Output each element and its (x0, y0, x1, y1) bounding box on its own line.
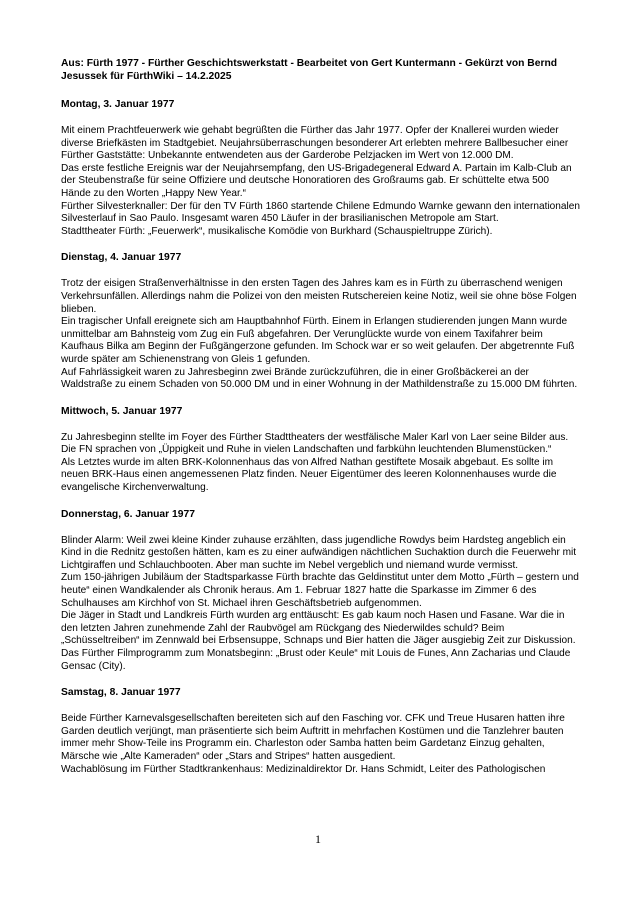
entry-paragraph: Ein tragischer Unfall ereignete sich am Hauptbahnhof Fürth. Einem in Erlangen studierenden jungen Mann wurde unmittelbar am Bahnsteig vom Zug ein Fuß abgefahren. Der Verunglückte wurde von einem Taxifahrer beim Kaufhaus Bilka am Beginn der Fußgängerzone gefunden. Im Schock war er so weit gelaufen. Der abgetrennte Fuß wurde später am Schienenstrang von Gleis 1 gefunden. (61, 316, 575, 365)
document-header: Aus: Fürth 1977 - Fürther Geschichtswerkstatt - Bearbeitet von Gert Kuntermann - Gekürzt von Bernd Jesussek für FürthWiki – 14.2.2025 (61, 58, 558, 82)
day-heading: Samstag, 8. Januar 1977 (61, 687, 181, 699)
entry-paragraph: Die Jäger in Stadt und Landkreis Fürth wurden arg enttäuscht: Es gab kaum noch Hasen und Fasane. War die in den letzten Jahren zunehmende Zahl der Raubvögel am Rückgang des Niederwildes schuld? Beim „Schüsseltreiben“ im Zennwald bei Erbsensuppe, Schnaps und Bier hatten die Jäger ausgiebig Zeit zur Diskussion. (61, 610, 576, 647)
page-content (61, 57, 581, 776)
day-entry (61, 405, 581, 495)
entry-paragraph: Trotz der eisigen Straßenverhältnisse in den ersten Tagen des Jahres kam es in Fürth zu überraschend wenigen Verkehrsunfällen. Allerdings nahm die Polizei von den meisten Rutschereien keine Notiz, weil sie ohne böse Folgen blieben. (61, 278, 577, 315)
entry-paragraph: Blinder Alarm: Weil zwei kleine Kinder zuhause erzählten, dass jugendliche Rowdys beim Hardsteg angeblich ein Kind in die Rednitz gestoßen hätten, kam es zu einer aufwändigen nächtlichen Suchaktion durch die Feuerwehr mit Lichtgiraffen und Schlauchbooten. Aber man suchte im Nebel vergeblich und niemand wurde vermisst. (61, 534, 577, 571)
entry-paragraph: Das erste festliche Ereignis war der Neujahrsempfang, den US-Brigadegeneral Edward A. Partain im Kalb-Club an der Steubenstraße für seine Offiziere und deutsche Honoratioren des Großraums gab. Er schüttelte etwa 500 Hände zu den Worten „Happy New Year.“ (61, 162, 572, 199)
entry-paragraph: Zu Jahresbeginn stellte im Foyer des Fürther Stadttheaters der westfälische Maler Karl von Laer seine Bilder aus. Die FN sprachen von „Üppigkeit und Ruhe in vielen Landschaften und farbkühn leuchtenden Blumenstücken.“ (61, 431, 569, 456)
entry-paragraph: Stadttheater Fürth: „Feuerwerk“, musikalische Komödie von Burkhard (Schauspieltruppe Zürich). (61, 225, 493, 237)
day-entry (61, 508, 581, 674)
day-heading: Donnerstag, 6. Januar 1977 (61, 508, 195, 520)
page-number: 1 (315, 832, 321, 846)
day-entry (61, 686, 581, 776)
day-heading: Mittwoch, 5. Januar 1977 (61, 405, 183, 417)
day-heading: Montag, 3. Januar 1977 (61, 99, 175, 110)
day-heading: Dienstag, 4. Januar 1977 (61, 252, 182, 264)
entry-paragraph: Wachablösung im Fürther Stadtkrankenhaus: Medizinaldirektor Dr. Hans Schmidt, Leiter des Pathologischen (61, 763, 546, 775)
entry-paragraph: Zum 150-jährigen Jubiläum der Stadtsparkasse Fürth brachte das Geldinstitut unter dem Motto „Fürth – gestern und heute“ einen Wandkalender als Chronik heraus. Am 1. Februar 1827 hatte die Sparkasse im Zimmer 6 des Schulhauses am Kirchhof von St. Michael ihren Geschäftsbetrieb aufgenommen. (61, 572, 579, 609)
entry-paragraph: Beide Fürther Karnevalsgesellschaften bereiteten sich auf den Fasching vor. CFK und Treue Husaren hatten ihre Garden deutlich verjüngt, man präsentierte sich beim Auftritt in mehrfachen Kostümen und die Tanzlehrer bauten immer mehr Show-Teile ins Programm ein. Charleston oder Samba hatten beim Gardetanz Einzug gehalten, Märsche wie „Alte Kameraden“ oder „Stars and Stripes“ hatten ausgedient. (61, 713, 565, 762)
entry-paragraph: Auf Fahrlässigkeit waren zu Jahresbeginn zwei Brände zurückzuführen, die in einer Großbäckerei an der Waldstraße zu einem Schaden von 50.000 DM und in einer Wohnung in der Mathildenstraße zu 15.000 DM führten. (61, 366, 578, 391)
entry-paragraph: Das Fürther Filmprogramm zum Monatsbeginn: „Brust oder Keule“ mit Louis de Funes, Ann Zacharias und Claude Gensac (City). (61, 648, 571, 672)
entry-paragraph: Fürther Silvesterknaller: Der für den TV Fürth 1860 startende Chilene Edmundo Warnke gewann den internationalen Silvesterlauf in Sao Paulo. Insgesamt waren 450 Läufer in der brasilianischen Metropole am Start. (61, 200, 580, 225)
day-entry (61, 251, 581, 391)
day-entry (61, 98, 581, 238)
entry-paragraph: Mit einem Prachtfeuerwerk wie gehabt begrüßten die Fürther das Jahr 1977. Opfer der Knallerei wurden wieder diverse Briefkästen im Stadtgebiet. Neujahrsüberraschungen besonderer Art erlebten mehrere Ballbesucher einer Fürther Gaststätte: Unbekannte entwendeten aus der Garderobe Pelzjacken im Wert von 12.000 DM. (61, 125, 569, 162)
entry-paragraph: Als Letztes wurde im alten BRK-Kolonnenhaus das von Alfred Nathan gestiftete Mosaik abgebaut. Es sollte im neuen BRK-Haus einen angemessenen Platz finden. Neuer Eigentümer des leeren Kolonnenhauses wurde die evangelische Kirchenverwaltung. (61, 456, 557, 494)
